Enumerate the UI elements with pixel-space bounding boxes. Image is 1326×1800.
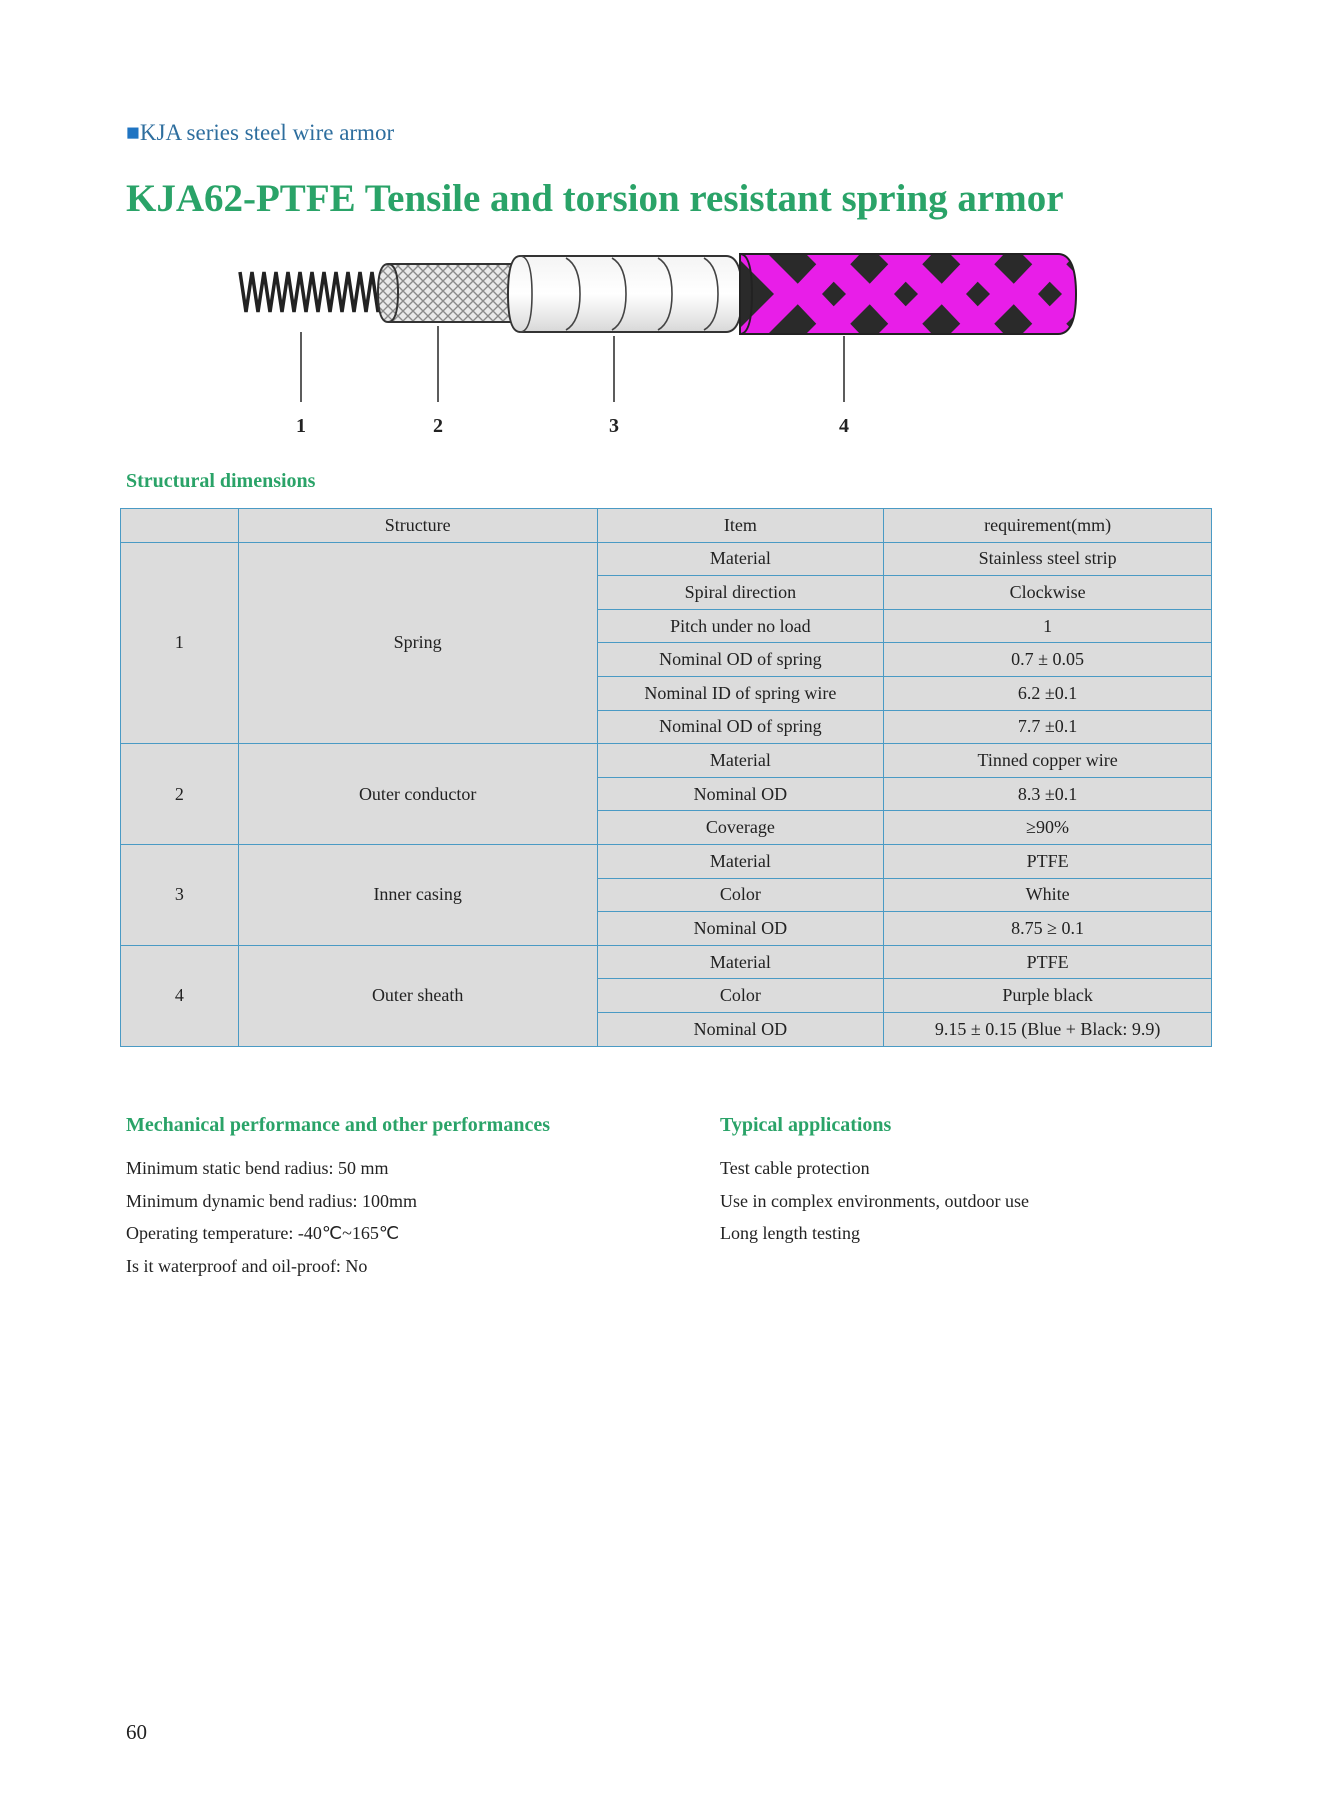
list-item: Long length testing	[720, 1223, 860, 1243]
item-cell: Pitch under no load	[597, 609, 884, 643]
list-item: Use in complex environments, outdoor use	[720, 1190, 1029, 1211]
callout-3: 3	[609, 415, 619, 437]
group-structure: Spring	[238, 542, 597, 744]
callout-2: 2	[433, 415, 443, 437]
table-row	[121, 542, 1212, 576]
table-row	[121, 744, 1212, 778]
table-header-row	[121, 509, 1212, 543]
list-item: Minimum static bend radius: 50 mm	[126, 1158, 389, 1178]
requirement-cell: 0.7 ± 0.05	[884, 643, 1212, 677]
series-text: KJA series steel wire armor	[139, 120, 395, 145]
requirement-cell: 9.15 ± 0.15 (Blue + Black: 9.9)	[884, 1012, 1212, 1046]
list-item: Minimum dynamic bend radius: 100mm	[126, 1190, 417, 1211]
requirement-cell: Tinned copper wire	[884, 744, 1212, 778]
structural-table	[120, 508, 1212, 1047]
applications-heading: Typical applications	[720, 1114, 892, 1136]
structural-heading: Structural dimensions	[126, 470, 316, 492]
item-cell: Material	[597, 542, 884, 576]
requirement-cell: 1	[884, 609, 1212, 643]
callout-1: 1	[296, 415, 306, 437]
page-title: KJA62-PTFE Tensile and torsion resistant spring armor	[126, 177, 1064, 220]
requirement-cell: 8.3 ±0.1	[884, 777, 1212, 811]
requirement-cell: Purple black	[884, 979, 1212, 1013]
inner-casing-layer	[508, 256, 742, 332]
item-cell: Material	[597, 844, 884, 878]
table-row	[121, 945, 1212, 979]
item-cell: Coverage	[597, 811, 884, 845]
group-structure: Inner casing	[238, 844, 597, 945]
applications-list	[720, 1152, 1029, 1250]
list-item: Operating temperature: -40℃~165℃	[126, 1223, 400, 1243]
list-item: Test cable protection	[720, 1158, 870, 1178]
requirement-cell: 6.2 ±0.1	[884, 676, 1212, 710]
requirement-cell: 7.7 ±0.1	[884, 710, 1212, 744]
requirement-cell: 8.75 ≥ 0.1	[884, 912, 1212, 946]
item-cell: Nominal OD of spring	[597, 710, 884, 744]
spring-layer	[240, 272, 390, 312]
square-bullet-icon: ■	[126, 120, 140, 145]
group-number: 3	[121, 844, 239, 945]
header-cell-structure: Structure	[238, 509, 597, 543]
item-cell: Color	[597, 979, 884, 1013]
group-number: 4	[121, 945, 239, 1046]
requirement-cell: Stainless steel strip	[884, 542, 1212, 576]
item-cell: Nominal OD of spring	[597, 643, 884, 677]
item-cell: Nominal OD	[597, 912, 884, 946]
group-number: 1	[121, 542, 239, 744]
item-cell: Spiral direction	[597, 576, 884, 610]
outer-sheath-layer	[728, 246, 1096, 346]
cable-structure-figure	[228, 246, 1098, 446]
item-cell: Nominal OD	[597, 777, 884, 811]
header-cell-requirement: requirement(mm)	[884, 509, 1212, 543]
header-cell-no	[121, 509, 239, 543]
callout-4: 4	[839, 415, 849, 437]
group-structure: Outer sheath	[238, 945, 597, 1046]
item-cell: Material	[597, 744, 884, 778]
item-cell: Material	[597, 945, 884, 979]
item-cell: Color	[597, 878, 884, 912]
requirement-cell: PTFE	[884, 945, 1212, 979]
mechanical-list	[126, 1152, 417, 1282]
series-label	[126, 120, 394, 146]
list-item: Is it waterproof and oil-proof: No	[126, 1255, 368, 1276]
group-number: 2	[121, 744, 239, 845]
requirement-cell: ≥90%	[884, 811, 1212, 845]
group-structure: Outer conductor	[238, 744, 597, 845]
item-cell: Nominal ID of spring wire	[597, 676, 884, 710]
table-row	[121, 844, 1212, 878]
callout-leaders	[301, 326, 844, 402]
requirement-cell: White	[884, 878, 1212, 912]
header-cell-item: Item	[597, 509, 884, 543]
page-number: 60	[126, 1720, 147, 1744]
mechanical-heading: Mechanical performance and other performances	[126, 1114, 550, 1136]
requirement-cell: Clockwise	[884, 576, 1212, 610]
requirement-cell: PTFE	[884, 844, 1212, 878]
item-cell: Nominal OD	[597, 1012, 884, 1046]
